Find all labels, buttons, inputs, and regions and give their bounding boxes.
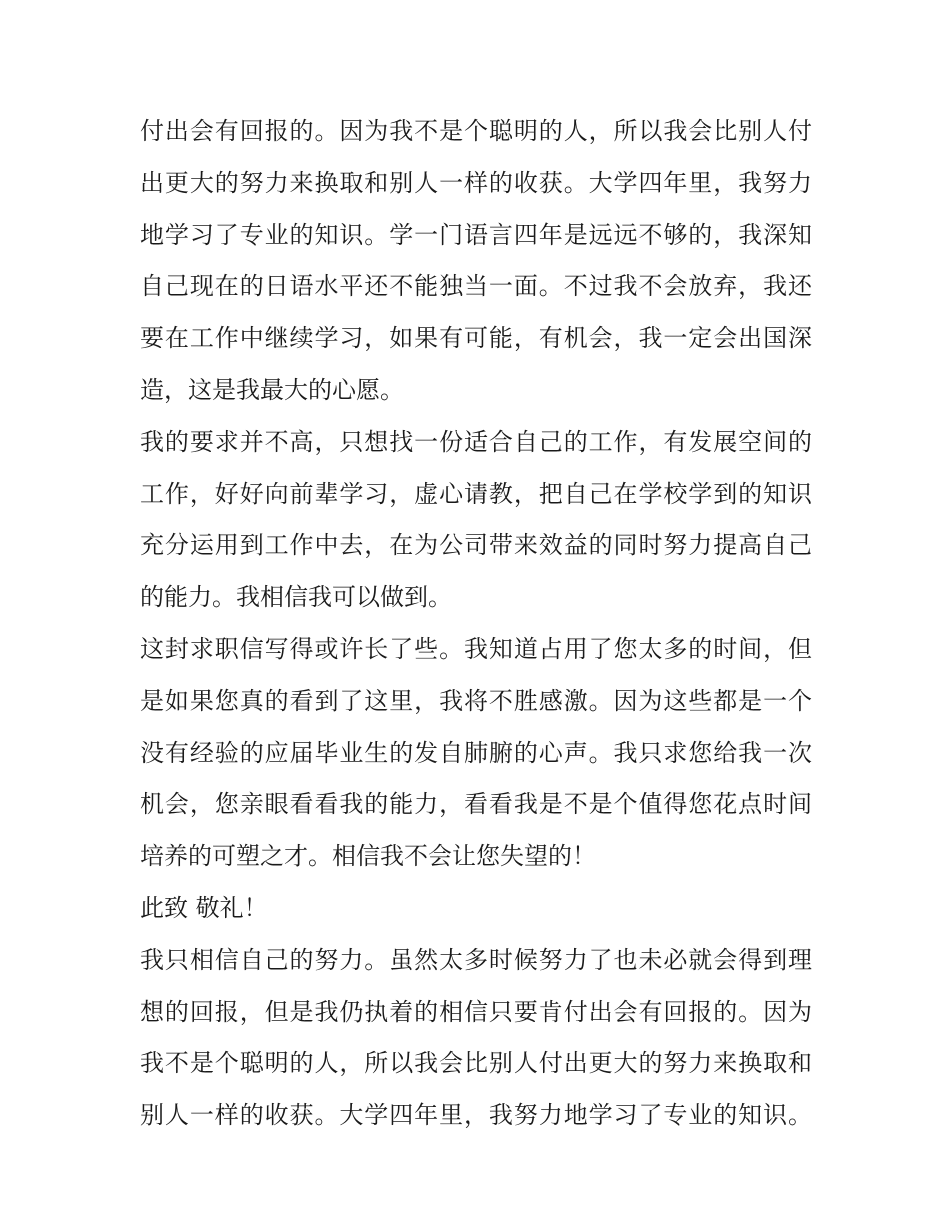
paragraph-1	[140, 106, 812, 417]
document-body	[140, 106, 812, 1142]
paragraph-2	[140, 417, 812, 624]
text-line: 是如果您真的看到了这里，我将不胜感激。因为这些都是一个	[140, 686, 812, 715]
text-line: 我的要求并不高，只想找一份适合自己的工作，有发展空间的	[140, 427, 812, 456]
text-line: 没有经验的应届毕业生的发自肺腑的心声。我只求您给我一次	[140, 738, 812, 767]
text-line: 自己现在的日语水平还不能独当一面。不过我不会放弃，我还	[140, 272, 812, 301]
paragraph-3	[140, 624, 812, 883]
text-line: 这封求职信写得或许长了些。我知道占用了您太多的时间，但	[140, 634, 812, 663]
text-line: 的能力。我相信我可以做到。	[140, 583, 452, 612]
text-line: 培养的可塑之才。相信我不会让您失望的！	[140, 842, 596, 871]
text-line: 出更大的努力来换取和别人一样的收获。大学四年里，我努力	[140, 168, 812, 197]
text-line: 地学习了专业的知识。学一门语言四年是远远不够的，我深知	[140, 220, 812, 249]
text-line: 充分运用到工作中去，在为公司带来效益的同时努力提高自己	[140, 531, 812, 560]
text-line: 付出会有回报的。因为我不是个聪明的人，所以我会比别人付	[140, 117, 812, 145]
text-line: 想的回报，但是我仍执着的相信只要肯付出会有回报的。因为	[140, 997, 812, 1026]
text-line: 机会，您亲眼看看我的能力，看看我是不是个值得您花点时间	[140, 790, 812, 819]
text-line: 造，这是我最大的心愿。	[140, 375, 404, 404]
paragraph-5	[140, 935, 812, 1142]
text-line: 工作，好好向前辈学习，虚心请教，把自己在学校学到的知识	[140, 479, 812, 508]
text-line: 我不是个聪明的人，所以我会比别人付出更大的努力来换取和	[140, 1049, 812, 1078]
closing-salutation	[140, 883, 812, 935]
text-line: 要在工作中继续学习，如果有可能，有机会，我一定会出国深	[140, 324, 812, 353]
text-line: 我只相信自己的努力。虽然太多时候努力了也未必就会得到理	[140, 945, 812, 974]
text-line: 此致 敬礼！	[140, 893, 268, 922]
text-line: 别人一样的收获。大学四年里，我努力地学习了专业的知识。	[140, 1101, 812, 1130]
